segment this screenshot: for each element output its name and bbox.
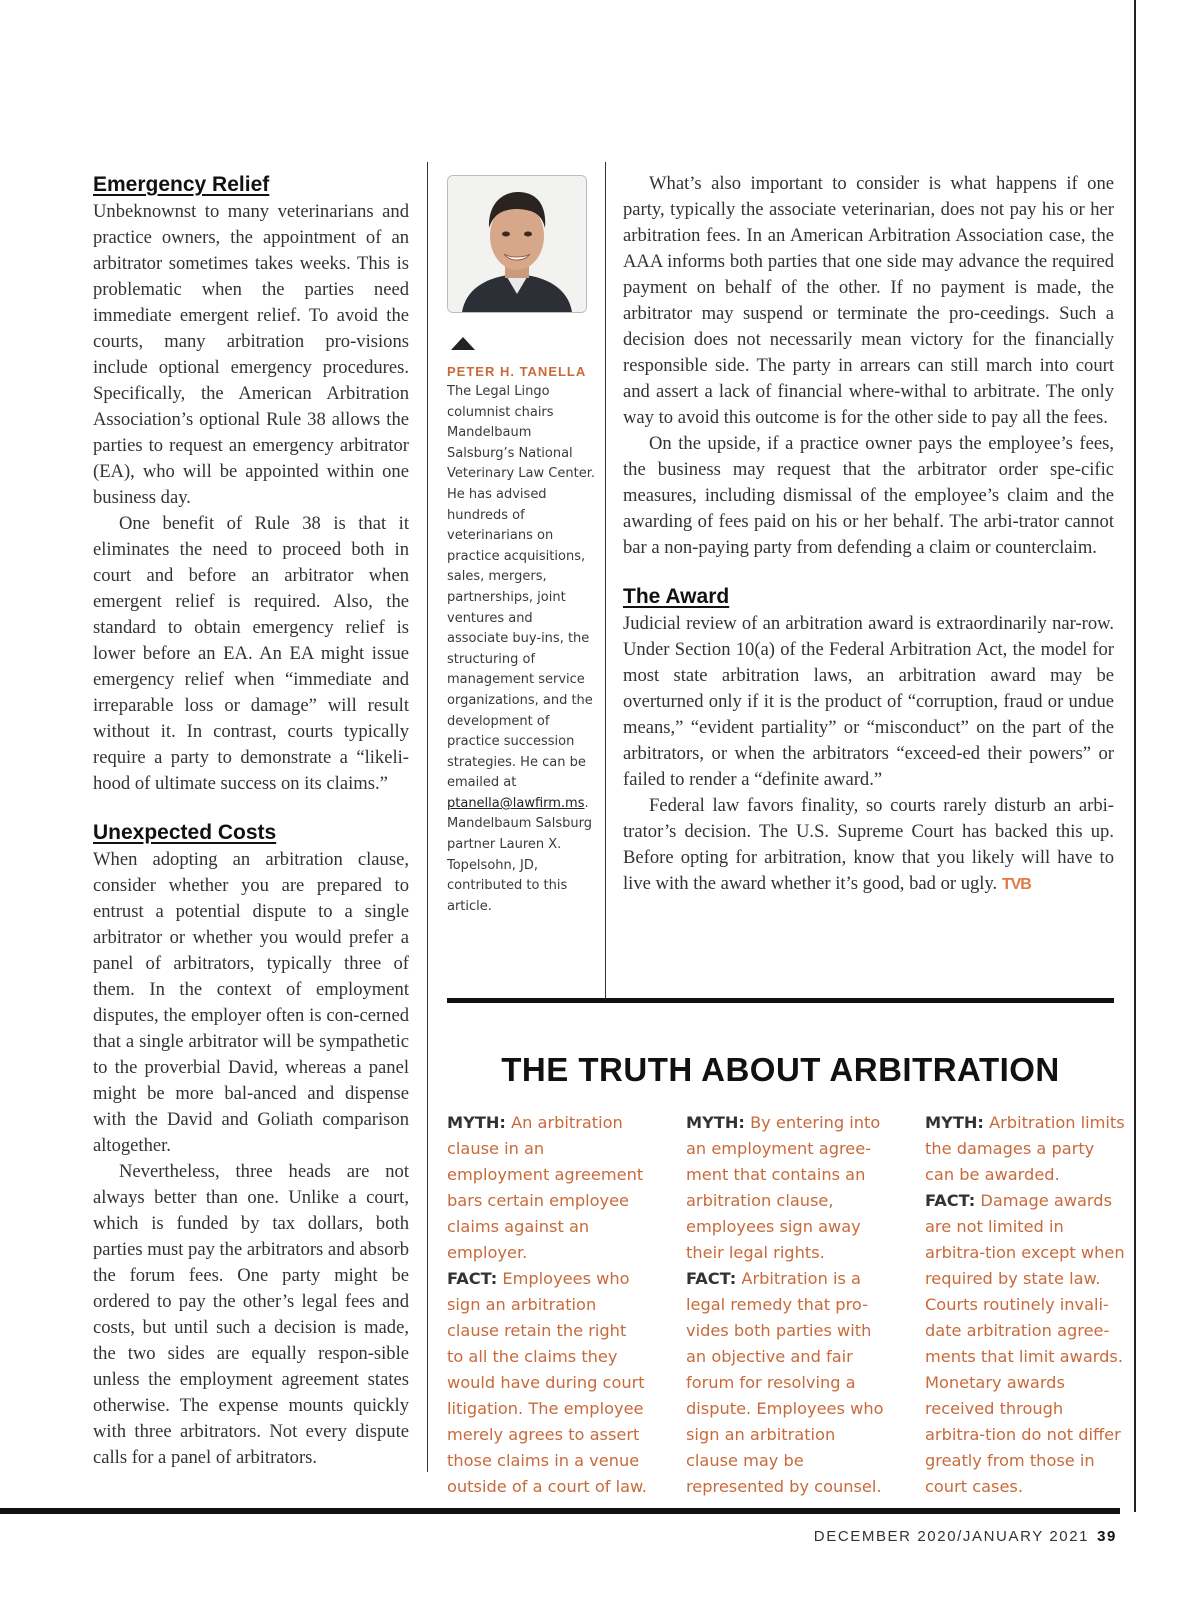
box-top-rule bbox=[447, 998, 1114, 1003]
paragraph: Nevertheless, three heads are not always better than one. Unlike a court, which is funded by tax dollars, both parties must pay the arbitrators and absorb the forum fees. One party might be ordered to pay the other’s legal fees and costs, but until such a decision is made, the two sides are equally respon-sible unless the employment agreement states otherwise. The expense mounts quickly with three arbitrators. Not every dispute calls for a panel of arbitrators. bbox=[93, 1161, 410, 1468]
myth-fact-column bbox=[925, 1110, 1125, 1500]
myth-text: An arbitration clause in an employment agreement bars certain employee claims against an employer. bbox=[447, 1113, 644, 1262]
myth-fact-column bbox=[686, 1110, 886, 1500]
issue-date: DECEMBER 2020/JANUARY 2021 bbox=[813, 1528, 1090, 1545]
fact-text: Arbitration is a legal remedy that pro-vides both parties with an objective and fair forum for resolving a dispute. Employees who sign an arbitration clause may be represented by counsel. bbox=[686, 1269, 884, 1496]
fact-text: Damage awards are not limited in arbitra-tion except when required by state law. Courts routinely invali-date arbitration agree-ments that limit awards. Monetary awards received through arbitra-tion do not differ greatly from those in court cases. bbox=[925, 1191, 1125, 1496]
column-divider bbox=[427, 162, 428, 1472]
page-number: 39 bbox=[1097, 1528, 1117, 1545]
author-bio bbox=[447, 175, 595, 917]
box-title: THE TRUTH ABOUT ARBITRATION bbox=[501, 1051, 1060, 1088]
paragraph-text: Federal law favors finality, so courts rarely disturb an arbi-trator’s decision. The U.S. Supreme Court has backed this up. Before opting for arbitration, know that you likely will have to live with the award whether it’s good, bad or ugly. bbox=[623, 795, 1114, 894]
end-mark-logo: TVB bbox=[1001, 876, 1031, 893]
caption-pointer-icon bbox=[451, 337, 475, 350]
fact-label: FACT: bbox=[686, 1269, 737, 1288]
myth-label: MYTH: bbox=[686, 1113, 745, 1132]
page-footer bbox=[814, 1528, 1117, 1545]
fact-label: FACT: bbox=[925, 1191, 976, 1210]
author-bio-text bbox=[447, 382, 595, 917]
column-divider bbox=[605, 162, 606, 999]
bio-text-part: . Mandelbaum Salsburg partner Lauren X. Topelsohn, JD, contributed to this article. bbox=[447, 795, 592, 914]
paragraph: Unbeknownst to many veterinarians and practice owners, the appointment of an arbitrator sometimes takes weeks. This is problematic when the parties need immediate emergent relief. To avoid the courts, many arbitration pro-visions include optional emergency procedures. Specifically, the American Arbitration Association’s optional Rule 38 allows the parties to request an emergency arbitrator (EA), who will be appointed within one business day. bbox=[93, 201, 409, 508]
fact-text: Employees who sign an arbitration clause retain the right to all the claims they would have during court litigation. The employee merely agrees to assert those claims in a venue outside of a court of law. bbox=[447, 1269, 647, 1496]
paragraph bbox=[623, 793, 1114, 898]
paragraph: Judicial review of an arbitration award is extraordinarily nar-row. Under Section 10(a) of the Federal Arbitration Act, the model for most state arbitration laws, an arbitration award may be overturned only if it is the product of “corruption, fraud or undue means,” “evident partiality” or “misconduct” on the part of the arbitrators, or when the arbitrators “exceed-ed their powers” or failed to render a “definite award.” bbox=[623, 613, 1114, 790]
fact-label: FACT: bbox=[447, 1269, 498, 1288]
left-column bbox=[93, 171, 409, 1471]
heading-emergency-relief: Emergency Relief bbox=[93, 173, 270, 196]
myth-text: By entering into an employment agree-ment that contains an arbitration clause, employees sign away their legal rights. bbox=[686, 1113, 881, 1262]
paragraph: When adopting an arbitration clause, consider whether you are prepared to entrust a potential dispute to a single arbitrator or whether you would prefer a panel of arbitrators, typically three of them. In the context of employment disputes, the employer often is con-cerned that a single arbitrator will be sympathetic to the proverbial David, whereas a panel might be more bal-anced and dispense with the David and Goliath comparison altogether. bbox=[93, 849, 409, 1156]
author-photo bbox=[447, 175, 587, 313]
author-portrait-image bbox=[448, 176, 586, 312]
bio-text-part: The Legal Lingo columnist chairs Mandelbaum Salsburg’s National Veterinary Law Center. He has advised hundreds of veterinarians on practice acquisitions, sales, mergers, partnerships, joint ventures and associate buy-ins, the structuring of management service organizations, and the development of practice succession strategies. He can be emailed at bbox=[447, 384, 595, 791]
paragraph: One benefit of Rule 38 is that it eliminates the need to proceed both in court and before an arbitrator when emergent relief is required. Also, the standard to obtain emergency relief is lower before an EA. An EA might issue emergency relief when “immediate and irreparable loss or damage” will result without it. In contrast, courts typically require a party to demonstrate a “likeli-hood of ultimate success on its claims.” bbox=[93, 513, 409, 794]
footer-rule bbox=[0, 1508, 1120, 1514]
heading-the-award: The Award bbox=[623, 585, 730, 608]
author-email-link[interactable]: ptanella@lawfirm.ms bbox=[447, 795, 585, 811]
myth-label: MYTH: bbox=[447, 1113, 506, 1132]
page-edge-rule bbox=[1134, 0, 1136, 1512]
paragraph: On the upside, if a practice owner pays the employee’s fees, the business may request that the arbitrator order spe-cific measures, including dismissal of the employee’s claim and the awarding of fees paid on his or her behalf. The arbi-trator cannot bar a non-paying party from defending a claim or counterclaim. bbox=[623, 433, 1114, 558]
right-column bbox=[623, 171, 1114, 898]
paragraph: What’s also important to consider is what happens if one party, typically the associate veterinarian, does not pay his or her arbitration fees. In an American Arbitration Association case, the AAA informs both parties that one side may advance the required payment on behalf of the other. If no payment is made, the arbitrator may suspend or terminate the pro-ceedings. Such a decision does not necessarily mean victory for the financially responsible side. The party in arrears can still march into court and assert a lack of financial where-withal to arbitrate. The only way to avoid this outcome is for the other side to pay all the fees. bbox=[623, 173, 1114, 428]
author-name: PETER H. TANELLA bbox=[447, 364, 587, 379]
myth-fact-column bbox=[447, 1110, 647, 1500]
myth-label: MYTH: bbox=[925, 1113, 984, 1132]
heading-unexpected-costs: Unexpected Costs bbox=[93, 821, 277, 844]
myth-text: Arbitration limits the damages a party can be awarded. bbox=[925, 1113, 1125, 1184]
